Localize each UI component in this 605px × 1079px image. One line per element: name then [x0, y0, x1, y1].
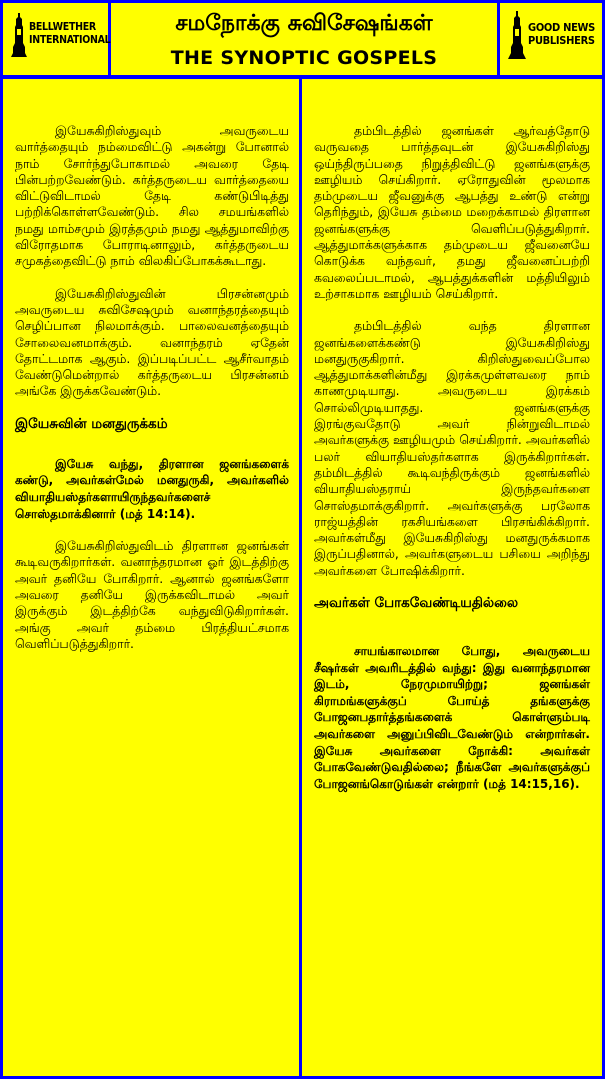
- section-heading-compassion: இயேசுவின் மனதுருக்கம்: [15, 415, 168, 432]
- page-title-tamil: சமநோக்கு சுவிசேஷங்கள்: [175, 11, 433, 36]
- right-paragraph-1: தம்பிடத்தில் ஜனங்கள் ஆர்வத்தோடு வருவதை பார்த்தவுடன் இயேசுகிறிஸ்து ஒய்ந்திருப்பதை நிறுத்திவிட்டு ஜனங்களுக்கு ஊழியம் செய்கிறார். ஏரோதுவின் மூலமாக தம்முடைய ஜீவனுக்கு ஆபத்து உண்டு என்று தெரிந்தும், இயேசு தம்மை மறைக்காமல் திரளான ஜனங்களுக்கு வெளிப்படுத்துகிறார். ஆத்துமாக்களுக்காக தம்முடைய ஜீவனையே கொடுக்க வந்தவர், தமது ஜீவனைப்பற்றி கவலைப்படாமல், ஆபத்துக்களின் மத்தியிலும் உற்சாகமாக ஊழியம் செய்கிறார்.: [314, 123, 590, 301]
- good-news-logo: [500, 3, 602, 75]
- title-panel: [111, 3, 497, 75]
- page-title-english: THE SYNOPTIC GOSPELS: [170, 47, 438, 69]
- bellwether-line1: BELLWETHER: [29, 21, 96, 33]
- left-paragraph-3: இயேசுகிறிஸ்துவிடம் திரளான ஜனங்கள் கூடிவருகிறார்கள். வனாந்தரமான ஓர் இடத்திற்கு அவர் தனியே போகிறார். ஆனால் ஜனங்களோ அவரை தனியே இருக்கவிடாமல் அவர் இருக்கும் இடத்திற்கே வந்துவிடுகிறார்கள். அங்கு அவர் தம்மை பிரத்தியட்சமாக வெளிப்படுத்துகிறார்.: [15, 538, 289, 651]
- bellwether-logo-text: [29, 21, 111, 47]
- left-paragraph-1: இயேசுகிறிஸ்துவும் அவருடைய வார்த்தையும் நம்மைவிட்டு அகன்று போனால் நாம் சோர்ந்துபோகாமல் அவரை தேடி பின்பற்றவேண்டும். கர்த்தருடைய வார்த்தையை விட்டுவிடாமல் தேடி கண்டுபிடித்து பற்றிக்கொள்ளவேண்டும். சில சமயங்களில் நமது மாம்சமும் இரத்தமும் நமது ஆத்துமாவிற்கு விரோதமாக போராடினாலும், கர்த்தருடைய சமுகத்தைவிட்டு நாம் விலகிப்போகக்கூடாது.: [15, 123, 289, 269]
- scripture-verse-14-15-16: சாயங்காலமான போது, அவருடைய சீஷர்கள் அவரிடத்தில் வந்து: இது வனாந்தரமான இடம், நேரமுமாயிற்று; ஜனங்கள் கிராமங்களுக்குப் போய்த் தங்களுக்கு போஜனபதார்த்தங்களைக் கொள்ளும்படி அவர்களை அனுப்பிவிடவேண்டும் என்றார்கள். இயேசு அவர்களை நோக்கி: அவர்கள் போகவேண்டுவதில்லை; நீங்களே அவர்களுக்குப் போஜனங்கொடுங்கள் என்றார் (மத் 14:15,16).: [314, 644, 590, 791]
- right-paragraph-2: தம்பிடத்தில் வந்த திரளான ஜனங்களைக்கண்டு இயேசுகிறிஸ்து மனதுருகுகிறார். கிறிஸ்துவைப்போல ஆத்துமாக்களின்மீது இரக்கமுள்ளவரை நாம் காணமுடியாது. அவருடைய இரக்கம் சொல்லிமுடியாதது. ஜனங்களுக்கு இரங்குவதோடு அவர் நின்றுவிடாமல் அவர்களுக்கு ஊழியமும் செய்கிறார். அவர்களில் பலர் வியாதியஸ்தர்களாக இருக்கிறார்கள். தம்மிடத்தில் கூடிவந்திருக்கும் ஜனங்களில் வியாதியஸ்தராய் இருந்தவர்களை சொஸ்தமாக்குகிறார். அவர்களுக்கு பரலோக ராஜ்யத்தின் ரகசியங்களை பிரசங்கிக்கிறார். அவர்கள்மீது இயேசுகிறிஸ்து மனதுருக்கமாக இருப்பதினால், அவர்களுடைய பசியை அறிந்து அவர்களை போஷிக்கிறார்.: [314, 318, 590, 578]
- scripture-verse-14-14: இயேசு வந்து, திரளான ஜனங்களைக் கண்டு, அவர்கள்மேல் மனதுருகி, அவர்களில் வியாதியஸ்தர்களாயிருந்தவர்களைச் சொஸ்தமாக்கினார் (மத் 14:14).: [15, 456, 289, 521]
- page-header: [0, 0, 605, 79]
- bellwether-logo: [3, 3, 111, 75]
- bellwether-line2: INTERNATIONAL: [29, 34, 111, 46]
- tower-icon: [11, 13, 27, 57]
- left-paragraph-2: இயேசுகிறிஸ்துவின் பிரசன்னமும் அவருடைய சுவிசேஷமும் வனாந்தரத்தையும் செழிப்பான நிலமாக்கும். பாலைவனத்தையும் சோலைவனமாக்கும். வனாந்தரம் ஏதேன் தோட்டமாக ஆகும். இப்படிப்பட்ட ஆசீர்வாதம் வேண்டுமென்றால் கர்த்தருடைய பிரசன்னம் அங்கே இருக்கவேண்டும்.: [15, 285, 289, 399]
- left-column: [3, 79, 299, 1076]
- good-news-line2: PUBLISHERS: [528, 34, 595, 47]
- section-heading-need-not-go: அவர்கள் போகவேண்டியதில்லை: [314, 595, 519, 612]
- good-news-logo-text: [528, 21, 602, 47]
- right-column: [302, 79, 602, 1076]
- tower-icon: [508, 11, 526, 59]
- good-news-line1: GOOD NEWS: [528, 21, 595, 34]
